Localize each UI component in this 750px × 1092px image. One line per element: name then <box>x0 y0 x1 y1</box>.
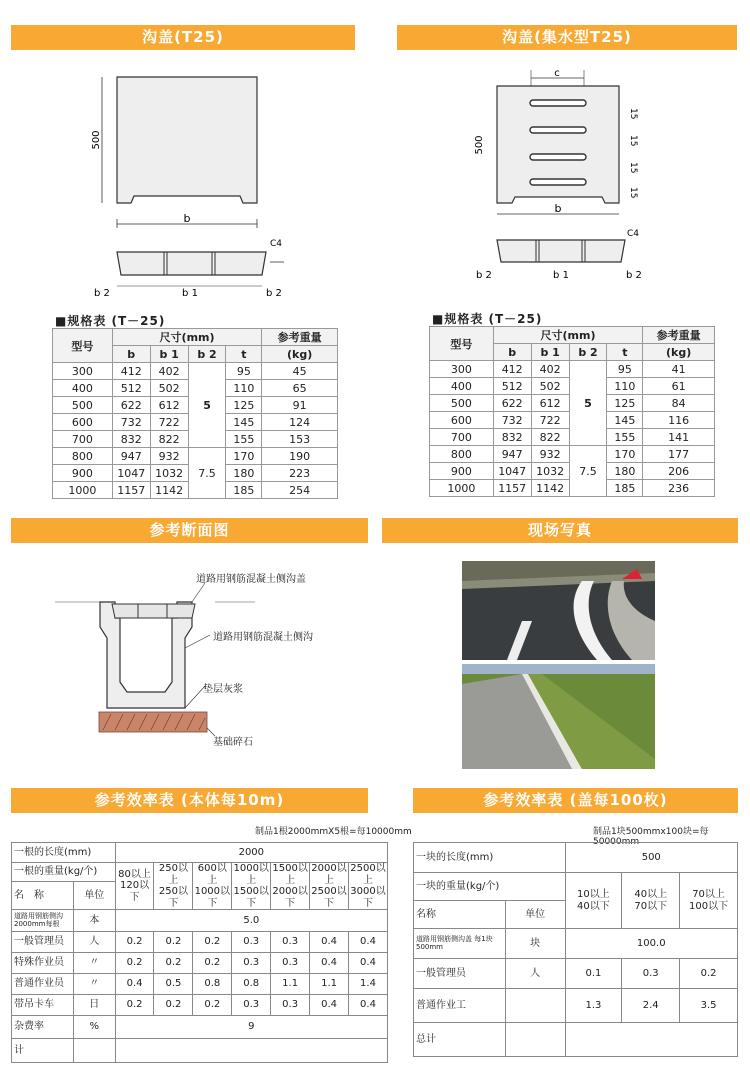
header-section: 参考断面图 <box>11 518 368 543</box>
spec-title-right: ■规格表 (T－25) <box>432 312 543 326</box>
drain-slot <box>530 179 586 185</box>
table-row: 300 412 402 5 95 45 <box>53 363 338 380</box>
h-b1: b 1 <box>150 346 188 363</box>
weight-range: 10以上 40以下 <box>565 873 622 929</box>
header-photos: 现场写真 <box>382 518 738 543</box>
dim-500: 500 <box>474 135 485 155</box>
section-drawing <box>55 580 255 740</box>
table-row: 700 832 822 155 141 <box>430 429 715 446</box>
table-row: 带吊卡车 日 0.2 0.2 0.2 0.3 0.3 0.4 0.4 <box>12 995 388 1016</box>
drawing-cover-t25 <box>80 60 310 305</box>
cover-side-view-collect <box>497 240 625 262</box>
dim-b2-left: b 2 <box>94 288 110 299</box>
table-row: 300 412 402 5 95 41 <box>430 361 715 378</box>
table-row: 900 1047 1032 180 223 <box>53 465 338 482</box>
weight-range: 40以上 70以下 <box>622 873 680 929</box>
drain-slot <box>530 100 586 106</box>
label-mortar: 垫层灰浆 <box>203 684 243 695</box>
h-unit: 单位 <box>73 882 115 910</box>
eff-table-body: 一根的长度(mm) 2000 一根的重量(kg/个) 80以上 120以下 250以上 250以下 600以上 1000以下 1000以上 1500以下 1500以上 2000以下 2000以上 2500以下 2500以上 3000以下 名 称 单位 道路用钢筋侧沟 2000mm每根 本 5.0 一般管理员 人 0.2 0.2 0.2 0.3 0.3 0.4 0.4 特殊作业员 〃 0.2 0.2 0.2 0.3 0.3 0.4 0.4 普通作业员 〃 0.4 0.5 0.8 0.8 1.1 1.1 1.4 带吊卡车 日 0.2 0.2 0.2 0.3 0.3 0.4 0.4 杂费率 % 9 计 <box>11 842 388 1063</box>
table-row: 500 622 612 125 91 <box>53 397 338 414</box>
h-size: 尺寸(mm) <box>493 327 643 344</box>
h-weight: 参考重量 <box>262 329 338 346</box>
header-cover-t25: 沟盖(T25) <box>11 25 355 50</box>
table-row: 900 1047 1032 180 206 <box>430 463 715 480</box>
dim-500: 500 <box>91 130 102 150</box>
header-cover-collect: 沟盖(集水型T25) <box>397 25 737 50</box>
table-row: 800 947 932 7.5 170 177 <box>430 446 715 463</box>
dim-15: 15 <box>628 135 638 147</box>
h-model: 型号 <box>430 327 494 361</box>
h-weight: 参考重量 <box>643 327 715 344</box>
table-row: 普通作业员 〃 0.4 0.5 0.8 0.8 1.1 1.1 1.4 <box>12 974 388 995</box>
row-weight: 一块的重量(kg/个) <box>414 873 566 901</box>
weight-range: 250以上 250以下 <box>154 863 193 910</box>
table-row: 400 512 502 110 61 <box>430 378 715 395</box>
h-kg: (kg) <box>643 344 715 361</box>
photo-road-ditch-2 <box>462 664 655 769</box>
h-b: b <box>112 346 150 363</box>
weight-range: 1000以上 1500以下 <box>233 863 269 909</box>
table-row: 一般管理员 人 0.2 0.2 0.2 0.3 0.3 0.4 0.4 <box>12 932 388 953</box>
h-t: t <box>226 346 262 363</box>
dim-b2-left: b 2 <box>476 270 492 281</box>
h-b2: b 2 <box>188 346 226 363</box>
table-row: 普通作业工 1.3 2.4 3.5 <box>414 989 738 1023</box>
weight-range: 70以上 100以下 <box>680 873 738 929</box>
drawing-cover-collect <box>466 60 696 290</box>
table-row: 一般管理员 人 0.1 0.3 0.2 <box>414 959 738 989</box>
label-ditch: 道路用钢筋混凝土侧沟 <box>213 632 313 643</box>
table-row: 400 512 502 110 65 <box>53 380 338 397</box>
label-cover: 道路用钢筋混凝土侧沟盖 <box>196 574 306 585</box>
header-eff-cover: 参考效率表 (盖每100枚) <box>413 788 738 813</box>
h-b1: b 1 <box>531 344 569 361</box>
dim-15: 15 <box>628 108 638 120</box>
product-name: 道路用钢筋侧沟 2000mm每根 <box>12 910 74 932</box>
dim-b1: b 1 <box>553 270 569 281</box>
eff-body-note: 制品1根2000mmX5根=每10000mm <box>255 827 412 837</box>
h-size: 尺寸(mm) <box>112 329 262 346</box>
dim-b1: b 1 <box>182 288 198 299</box>
weight-range: 1500以上 2000以下 <box>272 863 308 909</box>
cover-side-view <box>117 252 266 275</box>
row-length: 一块的长度(mm) <box>414 843 566 873</box>
h-b: b <box>493 344 531 361</box>
drain-slot <box>530 127 586 133</box>
gravel-base <box>99 712 207 732</box>
table-row: 1000 1157 1142 185 236 <box>430 480 715 497</box>
row-length: 一根的长度(mm) <box>12 843 116 863</box>
dim-b: b <box>554 202 562 215</box>
weight-range: 2500以上 3000以下 <box>350 863 386 909</box>
h-model: 型号 <box>53 329 113 363</box>
b2-value: 7.5 <box>569 446 607 497</box>
total-label: 总计 <box>414 1023 506 1057</box>
eff-table-cover: 一块的长度(mm) 500 一块的重量(kg/个) 10以上 40以下 40以上 70以下 70以上 100以下 名称 单位 道路用钢筋侧沟盖 每1块 500mm 块 100.0 一般管理员 人 0.1 0.3 0.2 普通作业工 1.3 2.4 3.5 总计 <box>413 842 738 1057</box>
table-row: 600 732 722 145 116 <box>430 412 715 429</box>
h-name: 名称 <box>414 901 506 929</box>
weight-range: 2000以上 2500以下 <box>311 863 347 909</box>
label-c4: C4 <box>270 239 283 249</box>
product-name: 道路用钢筋侧沟盖 每1块 500mm <box>414 929 506 959</box>
header-eff-body: 参考效率表 (本体每10m) <box>11 788 368 813</box>
table-row: 800 947 932 7.5 170 190 <box>53 448 338 465</box>
drain-slot <box>530 154 586 160</box>
spec-table-right <box>429 326 715 497</box>
spec-table-left <box>52 328 338 499</box>
label-gravel: 基础碎石 <box>213 737 253 748</box>
eff-cover-note: 制品1块500mmx100块=每50000mm <box>593 827 709 847</box>
h-kg: (kg) <box>262 346 338 363</box>
h-unit: 单位 <box>505 901 565 929</box>
h-t: t <box>607 344 643 361</box>
cover-plan-view-collect <box>497 86 619 203</box>
label-c4: C4 <box>627 229 640 239</box>
dim-15: 15 <box>628 187 638 199</box>
row-weight: 一根的重量(kg/个) <box>12 863 116 882</box>
h-b2: b 2 <box>569 344 607 361</box>
dim-b2-right: b 2 <box>266 288 282 299</box>
photo-road-ditch-1 <box>462 561 655 660</box>
weight-range: 80以上 120以下 <box>115 863 154 910</box>
cover-plan-view <box>117 77 257 203</box>
table-row: 500 622 612 125 84 <box>430 395 715 412</box>
ditch-cover <box>112 604 195 618</box>
misc-name: 杂费率 <box>12 1016 74 1039</box>
b2-value: 5 <box>188 363 226 448</box>
table-row: 特殊作业员 〃 0.2 0.2 0.2 0.3 0.3 0.4 0.4 <box>12 953 388 974</box>
dim-c: c <box>554 68 560 79</box>
total-label: 计 <box>12 1039 74 1063</box>
table-row: 1000 1157 1142 185 254 <box>53 482 338 499</box>
spec-title-left: ■规格表 (T－25) <box>55 314 166 328</box>
h-name: 名 称 <box>12 882 74 910</box>
dim-15: 15 <box>628 162 638 174</box>
dim-b: b <box>183 212 191 225</box>
weight-range: 600以上 1000以下 <box>194 863 231 909</box>
table-row: 600 732 722 145 124 <box>53 414 338 431</box>
table-row: 700 832 822 155 153 <box>53 431 338 448</box>
dim-b2-right: b 2 <box>626 270 642 281</box>
b2-value: 5 <box>569 361 607 446</box>
b2-value: 7.5 <box>188 448 226 499</box>
